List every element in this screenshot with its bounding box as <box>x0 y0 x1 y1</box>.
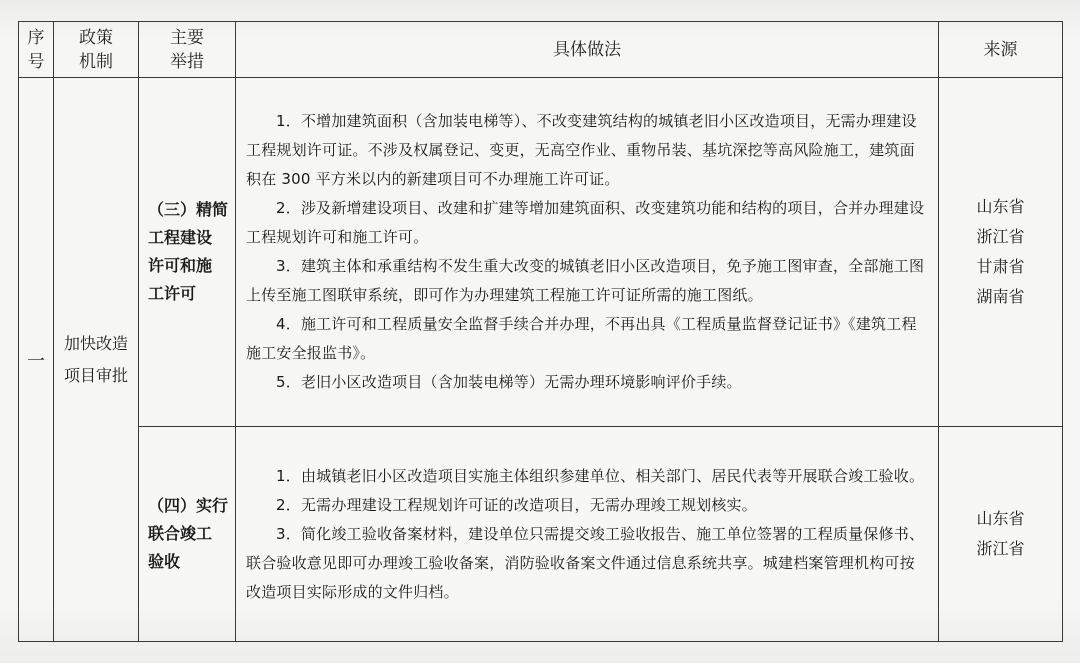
method-item: 3．简化竣工验收备案材料，建设单位只需提交竣工验收报告、施工单位签署的工程质量保修书、联合验收意见即可办理竣工验收备案，消防验收备案文件通过信息系统共享。城建档案管理机构可按改造项目实际形成的文件归档。 <box>246 524 925 601</box>
table-row <box>19 78 1063 427</box>
source-cell <box>939 427 1063 642</box>
header-source <box>939 22 1063 78</box>
method-item: 1．不增加建筑面积（含加装电梯等）、不改变建筑结构的城镇老旧小区改造项目，无需办理建设工程规划许可证。不涉及权属登记、变更，无高空作业、重物吊装、基坑深挖等高风险施工，建筑面积在 300 平方米以内的新建项目可不办理施工许可证。 <box>246 112 917 188</box>
measure-line: 工程建设 <box>147 228 212 247</box>
source-province: 湖南省 <box>976 287 1025 306</box>
group-mechanism-cell <box>54 78 139 642</box>
header-seq <box>19 22 54 78</box>
header-seq-line1: 序 <box>27 27 45 48</box>
source-province: 甘肃省 <box>976 257 1025 276</box>
source-cell <box>939 78 1063 427</box>
method-item: 3．建筑主体和承重结构不发生重大改变的城镇老旧小区改造项目，免予施工图审查，全部施工图上传至施工图联审系统，即可作为办理建筑工程施工许可证所需的施工图纸。 <box>246 257 925 304</box>
header-seq-line2: 号 <box>27 51 45 72</box>
method-item: 4．施工许可和工程质量安全监督手续合并办理，不再出具《工程质量监督登记证书》《建筑工程施工安全报监书》。 <box>246 315 917 362</box>
header-source-label: 来源 <box>983 39 1018 60</box>
source-province: 浙江省 <box>976 227 1025 246</box>
header-method <box>236 22 939 78</box>
measure-line: （四）实行 <box>147 496 228 515</box>
policy-table <box>18 21 1063 642</box>
method-cell <box>236 78 939 427</box>
method-item: 2．无需办理建设工程规划许可证的改造项目，无需办理竣工规划核实。 <box>276 495 757 514</box>
header-measure <box>139 22 236 78</box>
method-item: 2．涉及新增建设项目、改建和扩建等增加建筑面积、改变建筑功能和结构的项目，合并办理建设工程规划许可和施工许可。 <box>246 199 925 246</box>
method-item: 1．由城镇老旧小区改造项目实施主体组织参建单位、相关部门、居民代表等开展联合竣工验收。 <box>276 466 925 485</box>
measure-line: 许可和施 <box>147 256 212 275</box>
measure-cell <box>139 78 236 427</box>
measure-line: 验收 <box>147 552 180 571</box>
measure-line: 联合竣工 <box>147 524 212 543</box>
measure-line: 工许可 <box>147 284 196 303</box>
source-province: 山东省 <box>976 509 1025 528</box>
group-seq: 一 <box>27 350 45 372</box>
source-province: 山东省 <box>976 197 1025 216</box>
header-measure-line2: 举措 <box>170 51 204 72</box>
table-row <box>19 427 1063 642</box>
header-measure-line1: 主要 <box>170 27 204 48</box>
method-cell <box>236 427 939 642</box>
header-method-label: 具体做法 <box>553 39 621 60</box>
group-mechanism-line1: 加快改造 <box>63 333 128 353</box>
group-seq-cell <box>19 78 54 642</box>
method-item: 5．老旧小区改造项目（含加装电梯等）无需办理环境影响评价手续。 <box>276 373 742 391</box>
measure-line: （三）精简 <box>147 200 228 219</box>
measure-cell <box>139 427 236 642</box>
group-mechanism-line2: 项目审批 <box>63 365 128 385</box>
table-header-row <box>19 22 1063 78</box>
header-mechanism <box>54 22 139 78</box>
header-mechanism-line1: 政策 <box>79 27 113 48</box>
source-province: 浙江省 <box>976 539 1025 558</box>
header-mechanism-line2: 机制 <box>79 51 113 72</box>
